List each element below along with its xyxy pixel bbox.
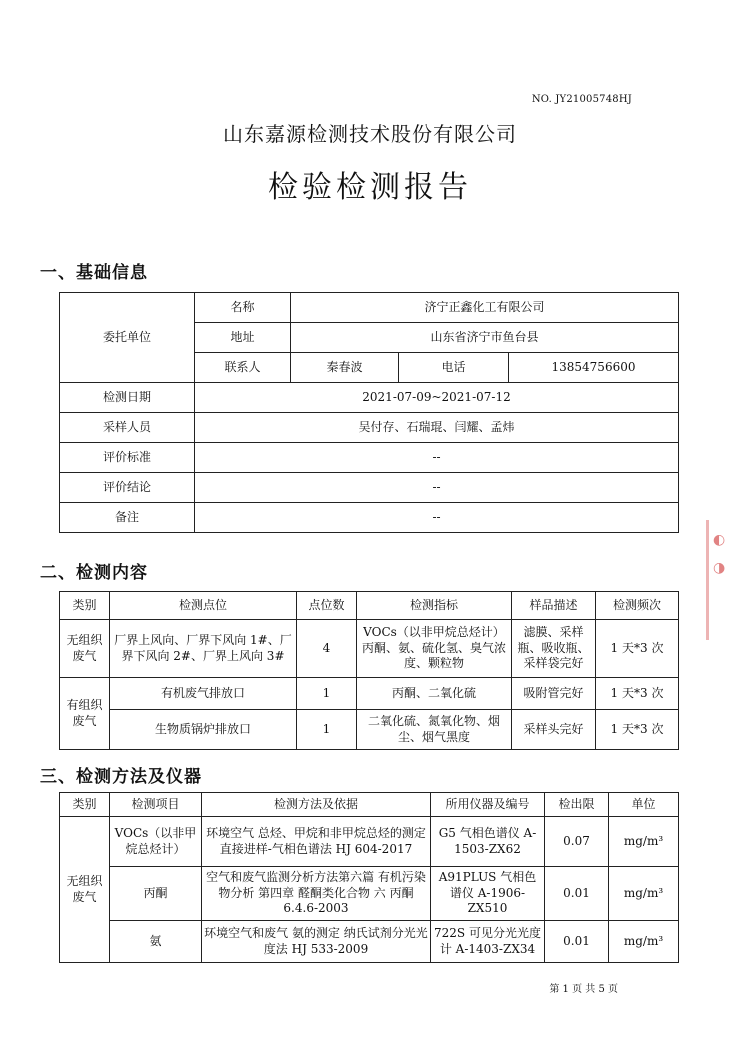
count-cell: 1 — [297, 710, 357, 750]
unit-cell: mg/m³ — [609, 921, 679, 963]
remark-value: -- — [195, 503, 679, 533]
table-row — [60, 678, 679, 710]
standard-label: 评价标准 — [60, 443, 195, 473]
phone-value: 13854756600 — [509, 353, 679, 383]
date-label: 检测日期 — [60, 383, 195, 413]
desc-cell: 吸附管完好 — [512, 678, 596, 710]
address-value: 山东省济宁市鱼台县 — [291, 323, 679, 353]
header-limit: 检出限 — [545, 793, 609, 817]
phone-label: 电话 — [399, 353, 509, 383]
section-content-title: 二、检测内容 — [40, 563, 148, 583]
limit-cell: 0.01 — [545, 867, 609, 921]
header-items: 检测指标 — [357, 592, 512, 620]
count-cell: 4 — [297, 620, 357, 678]
method-cell: 空气和废气监测分析方法第六篇 有机污染物分析 第四章 醛酮类化合物 六 丙酮 6.4.6-2003 — [202, 867, 431, 921]
remark-label: 备注 — [60, 503, 195, 533]
sampler-value: 吴付存、石瑞琨、闫耀、孟炜 — [195, 413, 679, 443]
table-row — [60, 620, 679, 678]
red-seal-stamp: ◐ ◑ — [706, 520, 740, 640]
header-freq: 检测频次 — [596, 592, 679, 620]
item-cell: VOCs（以非甲烷总烃计） — [110, 817, 202, 867]
items-cell: 二氧化硫、氮氧化物、烟尘、烟气黑度 — [357, 710, 512, 750]
header-item: 检测项目 — [110, 793, 202, 817]
conclusion-value: -- — [195, 473, 679, 503]
address-label: 地址 — [195, 323, 291, 353]
table-row — [60, 921, 679, 963]
freq-cell: 1 天*3 次 — [596, 678, 679, 710]
table-row — [60, 710, 679, 750]
desc-cell: 采样头完好 — [512, 710, 596, 750]
category-cell: 无组织废气 — [60, 620, 110, 678]
points-cell: 有机废气排放口 — [110, 678, 297, 710]
basic-info-table — [59, 292, 679, 533]
freq-cell: 1 天*3 次 — [596, 710, 679, 750]
company-name: 山东嘉源检测技术股份有限公司 — [223, 122, 517, 146]
header-desc: 样品描述 — [512, 592, 596, 620]
page-footer: 第 1 页 共 5 页 — [549, 984, 618, 995]
table-row — [60, 817, 679, 867]
header-instrument: 所用仪器及编号 — [431, 793, 545, 817]
freq-cell: 1 天*3 次 — [596, 620, 679, 678]
items-cell: VOCs（以非甲烷总烃计）丙酮、氨、硫化氢、臭气浓度、颗粒物 — [357, 620, 512, 678]
header-unit: 单位 — [609, 793, 679, 817]
method-cell: 环境空气和废气 氨的测定 纳氏试剂分光光度法 HJ 533-2009 — [202, 921, 431, 963]
points-cell: 厂界上风向、厂界下风向 1#、厂界下风向 2#、厂界上风向 3# — [110, 620, 297, 678]
name-label: 名称 — [195, 293, 291, 323]
category-cell: 无组织废气 — [60, 817, 110, 963]
unit-cell: mg/m³ — [609, 817, 679, 867]
name-value: 济宁正鑫化工有限公司 — [291, 293, 679, 323]
standard-value: -- — [195, 443, 679, 473]
unit-cell: mg/m³ — [609, 867, 679, 921]
items-cell: 丙酮、二氧化硫 — [357, 678, 512, 710]
limit-cell: 0.01 — [545, 921, 609, 963]
count-cell: 1 — [297, 678, 357, 710]
client-label: 委托单位 — [60, 293, 195, 383]
header-method: 检测方法及依据 — [202, 793, 431, 817]
table-row — [60, 867, 679, 921]
date-value: 2021-07-09~2021-07-12 — [195, 383, 679, 413]
document-title: 检验检测报告 — [268, 170, 472, 205]
method-cell: 环境空气 总烃、甲烷和非甲烷总烃的测定 直接进样-气相色谱法 HJ 604-2017 — [202, 817, 431, 867]
report-number: NO. JY21005748HJ — [531, 94, 632, 105]
header-category: 类别 — [60, 793, 110, 817]
sampler-label: 采样人员 — [60, 413, 195, 443]
conclusion-label: 评价结论 — [60, 473, 195, 503]
limit-cell: 0.07 — [545, 817, 609, 867]
category-cell: 有组织废气 — [60, 678, 110, 750]
test-content-table — [59, 591, 679, 750]
points-cell: 生物质锅炉排放口 — [110, 710, 297, 750]
header-points: 检测点位 — [110, 592, 297, 620]
header-count: 点位数 — [297, 592, 357, 620]
item-cell: 氨 — [110, 921, 202, 963]
instrument-cell: A91PLUS 气相色谱仪 A-1906-ZX510 — [431, 867, 545, 921]
item-cell: 丙酮 — [110, 867, 202, 921]
instrument-cell: G5 气相色谱仪 A-1503-ZX62 — [431, 817, 545, 867]
contact-label: 联系人 — [195, 353, 291, 383]
header-category: 类别 — [60, 592, 110, 620]
method-table — [59, 792, 679, 963]
section-basic-info-title: 一、基础信息 — [40, 263, 148, 283]
desc-cell: 滤膜、采样瓶、吸收瓶、采样袋完好 — [512, 620, 596, 678]
contact-value: 秦春波 — [291, 353, 399, 383]
section-method-title: 三、检测方法及仪器 — [40, 767, 202, 787]
instrument-cell: 722S 可见分光光度计 A-1403-ZX34 — [431, 921, 545, 963]
